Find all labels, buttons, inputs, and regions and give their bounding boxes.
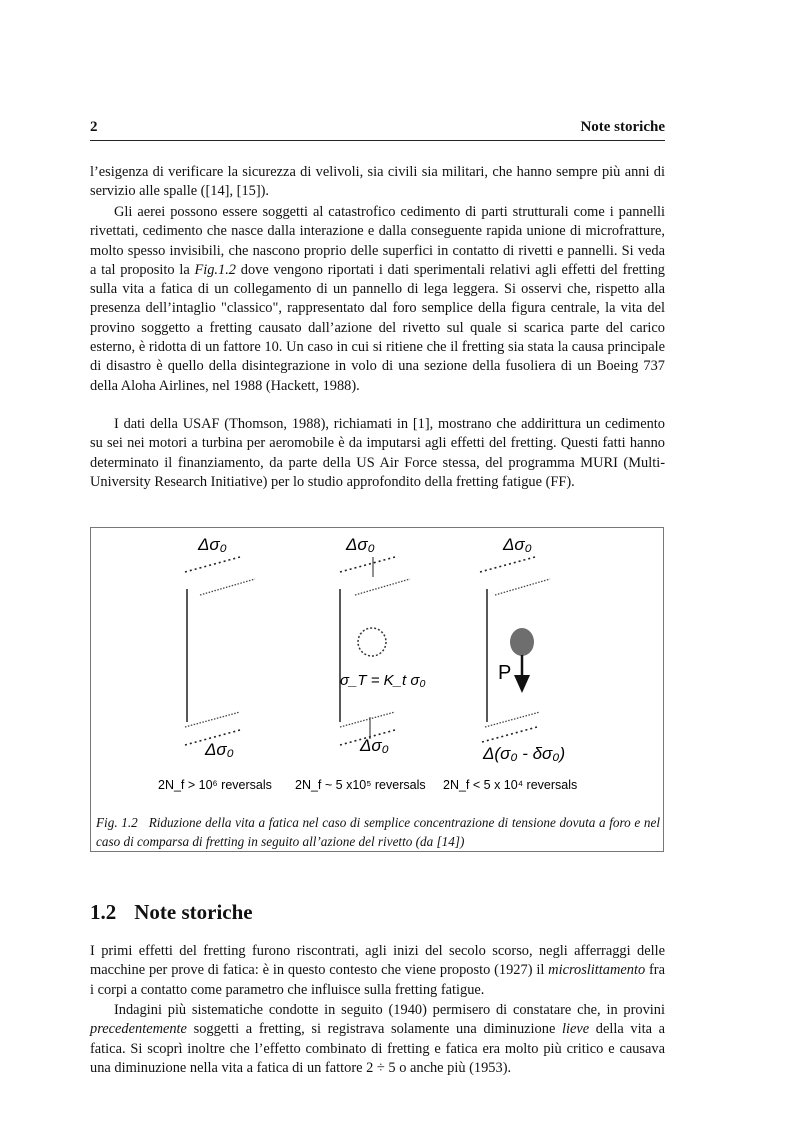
section-title: Note storiche (134, 900, 253, 924)
specimen-hole (340, 535, 426, 755)
paragraph-5-text-c: della vita a fatica. Si scoprì inoltre che l’effetto combinato di fretting e fatica era molto più critico e causava una diminuzione nella vita a fatica di un fattore 2 ÷ 5 o anche più (1953). (90, 1021, 665, 1076)
running-header (90, 119, 665, 137)
paragraph-5 (90, 1001, 665, 1078)
figure-caption (96, 813, 660, 851)
paragraph-5-text-a: Indagini più sistematiche condotte in seguito (1940) permisero di constatare che, in provini (114, 1002, 665, 1018)
caption-text: Riduzione della vita a fatica nel caso di semplice concentrazione di tensione dovuta a foro e nel caso di comparsa di fretting in seguito all’azione del rivetto (da [14]) (96, 815, 660, 849)
bottom-stress-label-1: Δσ₀ (205, 740, 234, 759)
top-stress-label-2: Δσ₀ (346, 535, 375, 554)
paragraph-1: l’esigenza di verificare la sicurezza di velivoli, sia civili sia militari, che hanno sempre più anni di servizio alle spalle ([14], [15]). (90, 164, 665, 200)
force-label: P (498, 662, 512, 684)
figure-1-2-illustration (90, 527, 664, 852)
bottom-edge (485, 712, 540, 727)
paragraph-4-text-b: fra i corpi a contatto come parametro che influisce sulla fretting fatigue. (90, 962, 665, 998)
top-edge (355, 579, 410, 595)
paragraph-2 (90, 203, 665, 396)
top-load-arrows (340, 557, 395, 572)
paragraph-5-emphasis-1: precedentemente (90, 1021, 187, 1038)
header-rule (90, 140, 665, 141)
section-number: 1.2 (90, 900, 117, 924)
paragraph-2-text-a: Gli aerei possono essere soggetti al catastrofico cedimento di parti strutturali come i pannelli rivettati, cedimento che nasce dalla interazione e dalla conseguente rapida unione di microfratture, molto spesso invisibili, che nascono proprio delle superfici in contatto di rivetti e pannelli. Si veda a tal proposito la (90, 204, 665, 278)
top-edge (200, 579, 255, 595)
paragraph-5-text-b: soggetti a fretting, si registrava solamente una diminuzione (186, 1021, 562, 1038)
bottom-stress-label-3: Δ(σ₀ - δσ₀) (483, 744, 566, 763)
top-load-arrows (185, 557, 240, 572)
bottom-edge (185, 712, 240, 727)
caption-label: Fig. 1.2 (96, 815, 138, 830)
top-stress-label-1: Δσ₀ (198, 535, 227, 554)
bottom-edge (340, 712, 395, 727)
stress-concentration-formula: σ_T = K_t σ₀ (340, 672, 426, 689)
specimen-fretting (480, 535, 565, 763)
paragraph-3: I dati della USAF (Thomson, 1988), richiamati in [1], mostrano che addirittura un cedimento su sei nei motori a turbina per aeromobile è da imputarsi agli effetti del fretting. Questi fatti hanno determinato il finanziamento, da parte della US Air Force stessa, del programma MURI (Multi-University Research Initiative) per lo studio approfondito della fretting fatigue (FF). (90, 416, 665, 490)
bottom-stress-label-2: Δσ₀ (360, 736, 389, 755)
cycles-label-fretting: 2N_f < 5 x 10⁴ reversals (443, 778, 578, 792)
paragraph-4-emphasis: microslittamento (548, 962, 646, 979)
cycles-label-plain: 2N_f > 10⁶ reversals (158, 778, 272, 792)
top-load-arrows (480, 557, 535, 572)
hole (358, 628, 386, 656)
bottom-load-arrows (482, 727, 537, 742)
figure-reference: Fig.1.2 (194, 261, 237, 278)
running-title: Note storiche (580, 119, 665, 135)
force-arrow-head (514, 675, 530, 693)
specimen-plain (185, 535, 255, 759)
paragraph-5-emphasis-2: lieve (561, 1021, 590, 1038)
paragraph-4 (90, 942, 665, 1000)
paragraph-4-text-a: I primi effetti del fretting furono riscontrati, agli inizi del secolo scorso, negli afferraggi delle macchine per prove di fatica: è in questo contesto che viene proposto (1927) il (90, 943, 665, 979)
section-heading (90, 900, 253, 925)
cycles-label-hole: 2N_f ~ 5 x10⁵ reversals (295, 778, 426, 792)
page-number: 2 (90, 119, 98, 135)
top-edge (495, 579, 550, 595)
paragraph-2-text-b: dove vengono riportati i dati sperimentali relativi agli effetti del fretting sulla vita a fatica di un collegamento di un pannello di lega leggera. Si osservi che, rispetto alla presenza dell’intaglio "classico", rappresentato dal foro semplice della figura centrale, la vita del provino soggetto a fretting causato dall’azione del rivetto sul quale si scarica parte del carico esterno, è ridotta di un fattore 10. Un caso in cui si ritiene che il fretting sia stata la causa principale di disastro è quello della disintegrazione in volo di una sezione della fusoliera di un Boeing 737 della Aloha Airlines, nel 1988 (Hackett, 1988). (90, 261, 665, 394)
rivet (510, 628, 534, 656)
top-stress-label-3: Δσ₀ (503, 535, 532, 554)
